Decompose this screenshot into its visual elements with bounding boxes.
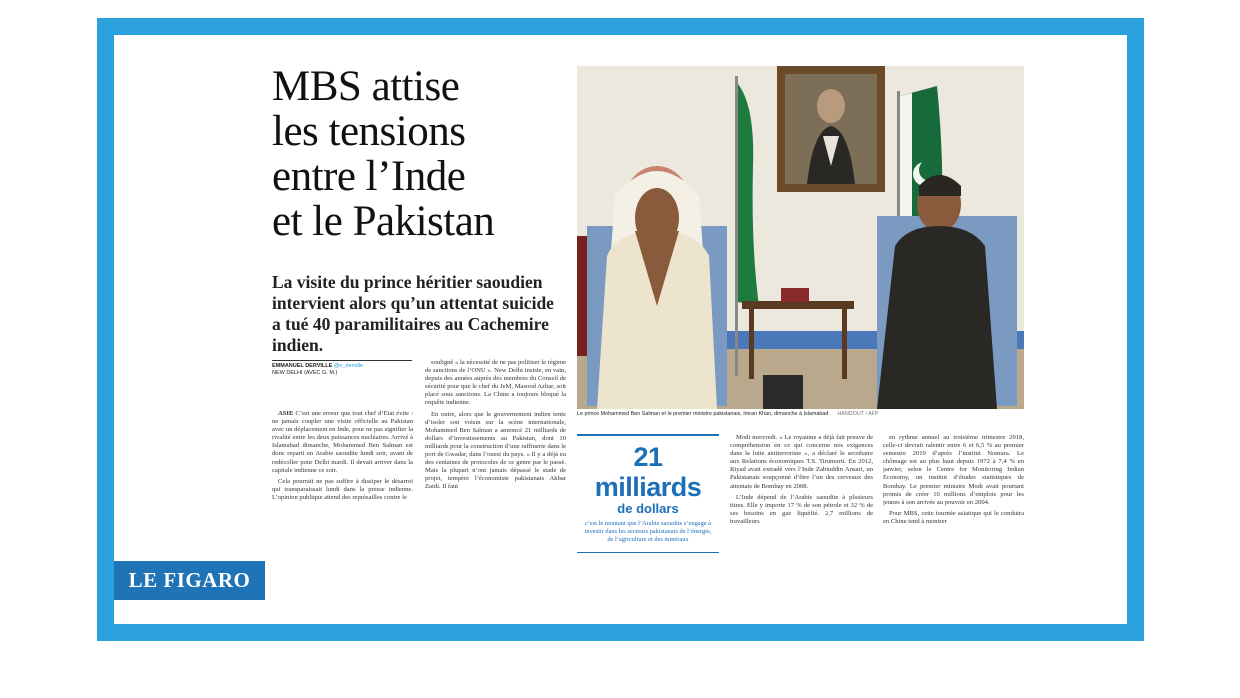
stat-unit: de dollars: [617, 501, 679, 516]
paragraph: C’est une erreur que tout chef d’État évite : ne jamais coupler une visite officielle au Pakistan avec un déplacement en Inde, pour ne pas signifier la rivalité entre les deux puissances nucléaires. Arrivé à Islamabad dimanche, Mohammed Ben Salman est donc reparti en Arabie saoudite lundi soir, avant de redécoller pour Delhi mardi. Il devait arriver dans la capitale indienne ce soir.: [272, 410, 413, 474]
paragraph: en rythme annuel au troisième trimestre 2018, celle-ci devrait ralentir entre 6 et 6,5 % au premier semestre 2019 d’après l’institut Nomura. Le chômage est au plus haut depuis 1972 à 7,4 % en janvier, selon le Centre for Monitoring Indian Economy, un institut d’études statistiques de Bombay. Le premier ministre Modi avait pourtant promis de créer 10 millions d’emplois pour les jeunes à son arrivée au pouvoir en 2004.: [883, 434, 1024, 506]
paragraph: L’Inde dépend de l’Arabie saoudite à plusieurs titres. Elle y importe 17 % de son pétrole et 32 % de ses besoins en gaz liquéfié. 2,7 millions de travailleurs: [730, 493, 873, 525]
headline-line: entre l’Inde: [272, 153, 466, 200]
column-1: [272, 410, 413, 580]
paragraph: En outre, alors que le gouvernement indien tente d’isoler son voisin sur la scène internationale, Mohammed Ben Salman a annoncé 21 milliards de dollars d’investissements au Pakistan, dont 10 milliards pour la construction d’une raffinerie dans le port de Gwadar, dans l’ouest du pays. « Il y a déjà eu des centaines de protocoles de ce genre par le passé. Mais la plupart n’ont jamais dépassé le stade de projet, tempère l’économiste pakistanais Akbar Zaidi. Il faut: [425, 410, 566, 491]
news-photo: [577, 66, 1024, 409]
headline: [272, 64, 572, 244]
paragraph: Modi mercredi. « Le royaume a déjà fait preuve de compréhension en ce qui concerne nos exigences dans la lutte antiterroriste », a déclaré le secrétaire aux Relations économiques T.S. Tirumurti. En 2012, Riyad avait extradé vers l’Inde Zabiuddin Ansari, un Pakistanais soupçonné d’être l’un des cerveaux des attentats de Bombay en 2008.: [730, 434, 873, 490]
stat-value: 21 milliards: [594, 442, 702, 502]
photo-credit: HANDOUT / AFP: [837, 411, 879, 417]
paragraph: Cela pourrait ne pas suffire à dissiper le désarroi qui transparaissait lundi dans la presse indienne. L’opinion publique attend des représailles contre le: [272, 477, 413, 501]
caption-text: Le prince Mohammed Ben Salman et le premier ministre pakistanais, Imran Khan, dimanche à Islamabad.: [577, 411, 830, 417]
stat-box: [577, 434, 719, 553]
column-2: [425, 359, 566, 580]
column-4: [883, 434, 1024, 580]
column-3: [730, 434, 873, 580]
rubric-label: ASIE: [278, 410, 294, 417]
headline-line: les tensions: [272, 108, 466, 155]
byline-rule: [272, 360, 412, 361]
stat-text: c’est le montant que l’Arabie saoudite s’engage à investir dans les secteurs pakistanais de l’énergie, de l’agriculture et des minéraux: [584, 520, 712, 543]
headline-line: et le Pakistan: [272, 198, 495, 245]
twitter-handle: @e_derville: [333, 363, 363, 369]
author-name: EMMANUEL DERVILLE: [272, 363, 333, 369]
standfirst: La visite du prince héritier saoudien intervient alors qu’un attentat suicide a tué 40 paramilitaires au Cachemire indien.: [272, 272, 554, 355]
le-figaro-logo: LE FIGARO: [114, 561, 265, 600]
paragraph: souligné « la nécessité de ne pas politiser le régime de sanctions de l’ONU ». New Delhi insiste, en vain, depuis des années auprès des membres du Conseil de sécurité pour que le chef du JeM, Masood Azhar, soit placé sous sanctions. La Chine a toujours bloqué la requête indienne.: [425, 359, 566, 407]
photo-illustration: [577, 66, 1024, 409]
paragraph: Pour MBS, cette tournée asiatique qui le conduira en Chine tend à montrer: [883, 509, 1024, 525]
byline-extra: NEW DELHI (AVEC G. M.): [272, 370, 338, 376]
byline: [272, 363, 412, 377]
photo-caption: [577, 411, 1024, 418]
headline-line: MBS attise: [272, 63, 460, 110]
